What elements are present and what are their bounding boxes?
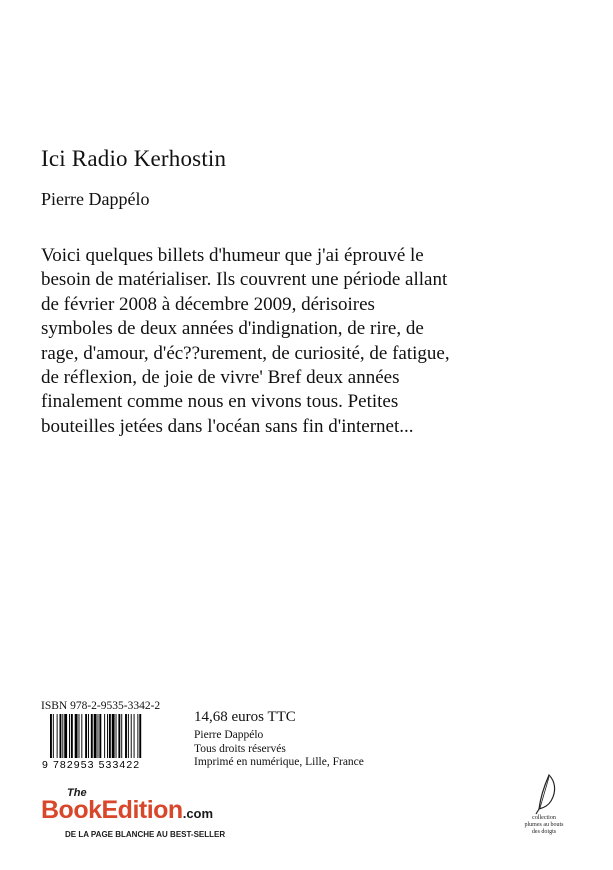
- feather-quill-icon: [524, 771, 564, 815]
- rights-line: Tous droits réservés: [194, 742, 286, 755]
- printed-line: Imprimé en numérique, Lille, France: [194, 756, 364, 768]
- isbn-label: ISBN 978-2-9535-3342-2: [41, 700, 161, 712]
- logo-suffix: .com: [182, 806, 214, 821]
- barcode-bars: [50, 714, 141, 758]
- book-blurb: Voici quelques billets d'humeur que j'ai éprouvé le besoin de matérialiser. Ils couvrent une période allant de février 2008 à décembre 2009, dérisoires symboles de deux années d'indignation, de rire, de rage, d'amour, d'éc??urement, de curiosité, de fatigue, de réflexion, de joie de vivre' Bref deux années finalement comme nous en vivons tous. Petites bouteilles jetées dans l'océan sans fin d'internet...: [41, 245, 450, 437]
- collection-label: collection plumes au bouts des doigts: [524, 815, 564, 835]
- logo-the: The: [67, 787, 87, 799]
- book-author: Pierre Dappélo: [41, 189, 150, 209]
- publisher-details: [194, 729, 364, 770]
- logo-wordmark: [41, 796, 213, 825]
- barcode: [41, 712, 168, 770]
- logo-tagline: DE LA PAGE BLANCHE AU BEST-SELLER: [65, 830, 226, 839]
- author-line: Pierre Dappélo: [194, 729, 264, 741]
- book-title: Ici Radio Kerhostin: [41, 146, 227, 171]
- logo-name: BookEdition: [41, 796, 183, 824]
- barcode-digits: 9 782953 533422: [42, 759, 141, 770]
- price: 14,68 euros TTC: [194, 709, 296, 725]
